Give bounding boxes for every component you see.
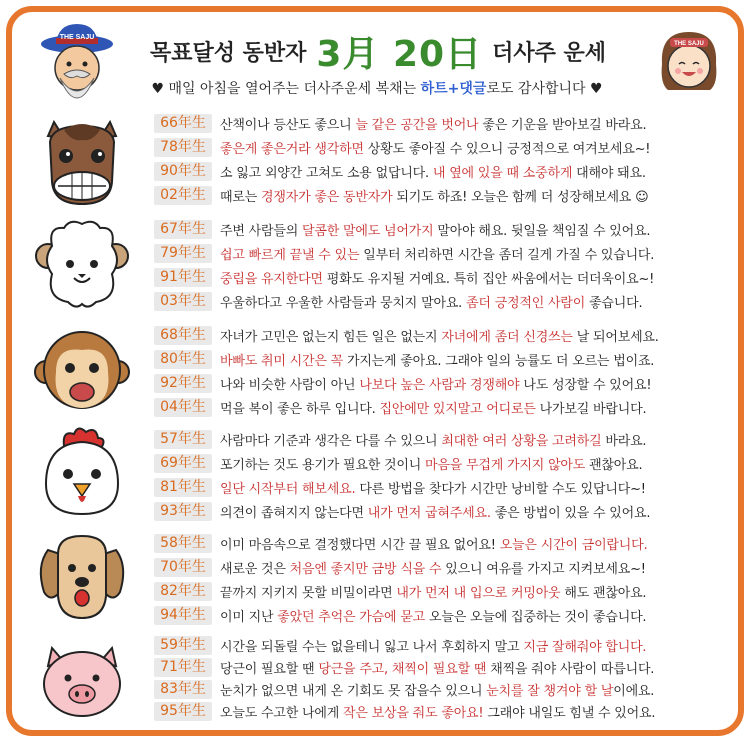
birth-year-label: 67年生 (154, 220, 212, 239)
zodiac-group-sheep (26, 214, 726, 314)
zodiac-group-monkey (26, 320, 726, 420)
subtitle-tail: 로도 감사합니다 ♥ (486, 81, 603, 97)
fortune-line (154, 160, 646, 182)
fortune-text: 당근이 필요할 땐 당근을 주고, 채찍이 필요할 땐 채찍을 줘야 사람이 따릅니다. (220, 661, 655, 677)
monkey-icon (34, 322, 130, 418)
fortune-text: 일단 시작부터 해보세요. 다른 방법을 찾다가 시간만 낭비할 수도 있답니다~! (220, 481, 646, 497)
fortune-text: 의견이 좁혀지지 않는다면 내가 먼저 굽혀주세요. 좋은 방법이 있을 수 있어요. (220, 505, 651, 521)
fortune-line (154, 324, 659, 346)
birth-year-label: 59年生 (154, 636, 212, 655)
birth-year-label: 95年生 (154, 702, 212, 721)
fortune-line (154, 290, 642, 312)
fortune-line (154, 500, 650, 522)
birth-year-label: 68年生 (154, 326, 212, 345)
birth-year-label: 81年生 (154, 478, 212, 497)
header (12, 12, 738, 112)
fortune-text: 좋은게 좋은거라 생각하면 상황도 좋아질 수 있으니 긍정적으로 여겨보세요~! (220, 141, 651, 157)
birth-year-label: 80年生 (154, 350, 212, 369)
birth-year-label: 83年生 (154, 680, 212, 699)
fortune-line (154, 532, 647, 554)
zodiac-group-pig (26, 626, 726, 726)
subtitle-lead: ♥ 매일 아침을 열어주는 더사주운세 복채는 (151, 81, 421, 97)
title-row (108, 26, 648, 76)
fortune-line (154, 112, 646, 134)
birth-year-label: 03年生 (154, 292, 212, 311)
fortune-text: 중립을 유지한다면 평화도 유지될 거예요. 특히 집안 싸움에서는 더더욱이요~! (220, 271, 655, 287)
fortune-line (154, 634, 646, 656)
fortune-text: 우울하다고 우울한 사람들과 뭉치지 말아요. 좀더 긍정적인 사람이 좋습니다. (220, 295, 643, 311)
fortune-card (6, 6, 744, 736)
fortune-line (154, 556, 646, 578)
fortune-line (154, 678, 654, 700)
birth-year-label: 02年生 (154, 186, 212, 205)
fortune-line (154, 580, 646, 602)
birth-year-label: 92年生 (154, 374, 212, 393)
title-date: 3月 20日 (316, 33, 483, 75)
fortune-text: 주변 사람들의 달콤한 말에도 넘어가지 말아야 해요. 뒷일을 책임질 수 있어요. (220, 223, 651, 239)
fortune-text: 이미 지난 좋았던 추억은 가슴에 묻고 오늘은 오늘에 집중하는 것이 좋습니다. (220, 609, 647, 625)
fortune-text: 사람마다 기준과 생각은 다를 수 있으니 최대한 여러 상황을 고려하길 바라요. (220, 433, 647, 449)
birth-year-label: 90年生 (154, 162, 212, 181)
subtitle-highlight: 하트+댓글 (420, 81, 487, 97)
fortune-text: 포기하는 것도 용기가 필요한 것이니 마음을 무겁게 가지지 않아도 괜찮아요. (220, 457, 643, 473)
fortune-line (154, 700, 655, 722)
birth-year-label: 82年生 (154, 582, 212, 601)
birth-year-label: 79年生 (154, 244, 212, 263)
zodiac-group-horse (26, 110, 726, 210)
fortune-text: 때로는 경쟁자가 좋은 동반자가 되기도 하죠! 오늘은 함께 더 성장해보세요 ☺ (220, 189, 649, 205)
birth-year-label: 04年生 (154, 398, 212, 417)
fortune-line (154, 604, 646, 626)
fortune-line (154, 218, 650, 240)
birth-year-label: 93年生 (154, 502, 212, 521)
fortune-text: 산책이나 등산도 좋으니 늘 같은 공간을 벗어나 좋은 기운을 받아보길 바라요. (220, 117, 647, 133)
fortune-line (154, 396, 646, 418)
fortune-text: 쉽고 빠르게 끝낼 수 있는 일부터 처리하면 시간을 좀더 길게 가질 수 있습니다. (220, 247, 655, 263)
fortune-teller-man-icon (36, 22, 118, 104)
right-badge-text: THE SAJU (674, 41, 704, 47)
fortune-text: 먹을 복이 좋은 하루 입니다. 집안에만 있지말고 어디로든 나가보길 바랍니다. (220, 401, 647, 417)
dog-icon (34, 526, 130, 622)
title-suffix: 더사주 운세 (492, 40, 607, 66)
fortune-text: 새로운 것은 처음엔 좋지만 금방 식을 수 있으니 여유를 가지고 지켜보세요~! (220, 561, 646, 577)
rooster-icon (34, 424, 130, 520)
fortune-text: 이미 마음속으로 결정했다면 시간 끌 필요 없어요! 오늘은 시간이 금이랍니다. (220, 537, 648, 553)
birth-year-label: 78年生 (154, 138, 212, 157)
fortune-text: 나와 비슷한 사람이 아닌 나보다 높은 사람과 경쟁해야 나도 성장할 수 있어요! (220, 377, 652, 393)
fortune-text: 바빠도 취미 시간은 꼭 가지는게 좋아요. 그래야 일의 능률도 더 오르는 법이죠. (220, 353, 655, 369)
zodiac-group-dog (26, 524, 726, 624)
fortune-line (154, 452, 642, 474)
left-badge-text: THE SAJU (59, 34, 95, 41)
fortune-text: 자녀가 고민은 없는지 힘든 일은 없는지 자녀에게 좀더 신경쓰는 날 되어보세요. (220, 329, 659, 345)
pig-icon (34, 628, 130, 724)
fortune-line (154, 266, 654, 288)
zodiac-group-rooster (26, 422, 726, 522)
fortune-line (154, 136, 650, 158)
birth-year-label: 69年生 (154, 454, 212, 473)
fortune-line (154, 372, 651, 394)
fortune-text: 시간을 되돌릴 수는 없을테니 잃고 나서 후회하지 말고 지금 잘해줘야 합니다. (220, 639, 647, 655)
birth-year-label: 70年生 (154, 558, 212, 577)
horse-icon (34, 112, 130, 208)
birth-year-label: 71年生 (154, 658, 212, 677)
fortune-text: 눈치가 없으면 내게 온 기회도 못 잡을수 있으니 눈치를 잘 챙겨야 할 날이에요. (220, 683, 655, 699)
fortune-line (154, 348, 654, 370)
fortune-line (154, 476, 646, 498)
subtitle (112, 78, 642, 98)
fortune-line (154, 428, 646, 450)
fortune-line (154, 242, 654, 264)
birth-year-label: 94年生 (154, 606, 212, 625)
title-prefix: 목표달성 동반자 (149, 40, 307, 66)
fortune-text: 오늘도 수고한 나에게 작은 보상을 줘도 좋아요! 그래야 내일도 힘낼 수 있어요. (220, 705, 656, 721)
birth-year-label: 91年生 (154, 268, 212, 287)
fortune-text: 끝까지 지키지 못할 비밀이라면 내가 먼저 내 입으로 커밍아웃 해도 괜찮아요. (220, 585, 647, 601)
fortune-teller-girl-icon (652, 26, 726, 100)
fortune-text: 소 잃고 외양간 고쳐도 소용 없답니다. 내 옆에 있을 때 소중하게 대해야 돼요. (220, 165, 646, 181)
birth-year-label: 66年生 (154, 114, 212, 133)
birth-year-label: 58年生 (154, 534, 212, 553)
fortune-line (154, 184, 648, 206)
fortune-line (154, 656, 654, 678)
birth-year-label: 57年生 (154, 430, 212, 449)
sheep-icon (34, 216, 130, 312)
